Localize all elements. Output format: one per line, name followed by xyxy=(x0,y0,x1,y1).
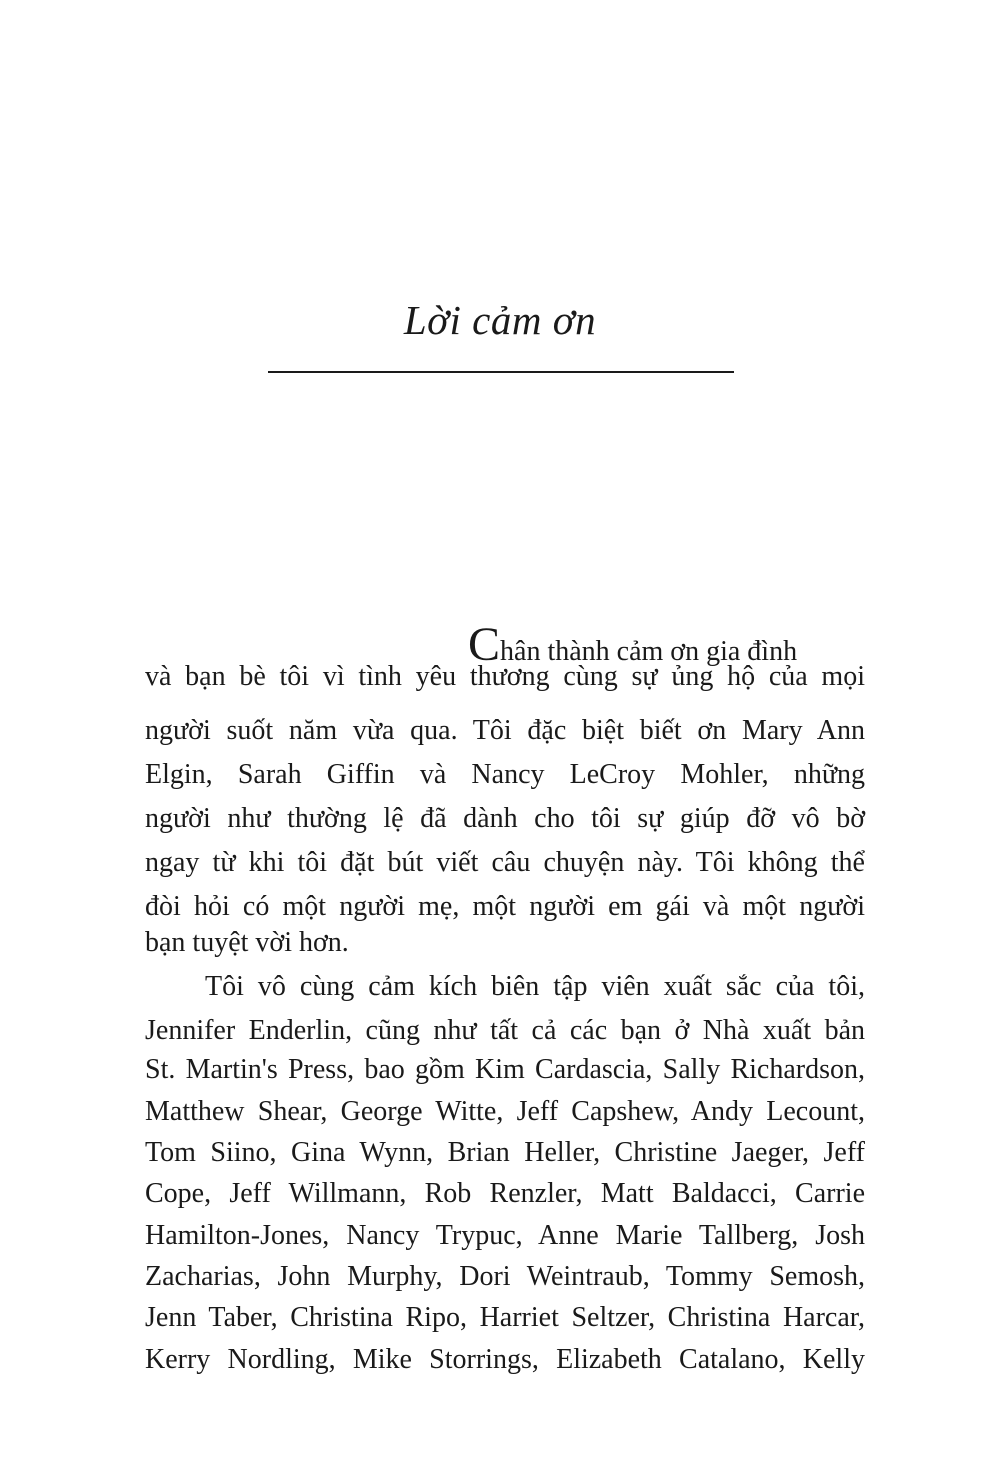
paragraph-1-line: bạn tuyệt vời hơn. xyxy=(145,927,349,958)
paragraph-2-line: Jennifer Enderlin, cũng như tất cả các bạn ở Nhà xuất bản xyxy=(145,1015,865,1046)
first-line-text: hân thành cảm ơn gia đình xyxy=(500,636,798,667)
paragraph-1-line: đòi hỏi có một người mẹ, một người em gái và một người xyxy=(145,891,865,922)
paragraph-2-line: Cope, Jeff Willmann, Rob Renzler, Matt Baldacci, Carrie xyxy=(145,1178,865,1209)
paragraph-1-line: Elgin, Sarah Giffin và Nancy LeCroy Mohler, những xyxy=(145,759,865,790)
drop-cap-letter: C xyxy=(468,618,501,671)
paragraph-2-line: Kerry Nordling, Mike Storrings, Elizabeth Catalano, Kelly xyxy=(145,1344,865,1375)
paragraph-2-line: Zacharias, John Murphy, Dori Weintraub, Tommy Semosh, xyxy=(145,1261,865,1292)
paragraph-1-line: ngay từ khi tôi đặt bút viết câu chuyện này. Tôi không thể xyxy=(145,847,865,878)
paragraph-2-line: Tôi vô cùng cảm kích biên tập viên xuất sắc của tôi, xyxy=(205,971,865,1002)
paragraph-2-line: St. Martin's Press, bao gồm Kim Cardascia, Sally Richardson, xyxy=(145,1054,865,1085)
paragraph-2-line: Tom Siino, Gina Wynn, Brian Heller, Christine Jaeger, Jeff xyxy=(145,1137,865,1168)
paragraph-1-line: người suốt năm vừa qua. Tôi đặc biệt biết ơn Mary Ann xyxy=(145,715,865,746)
paragraph-2-line: Hamilton-Jones, Nancy Trypuc, Anne Marie Tallberg, Josh xyxy=(145,1220,865,1251)
paragraph-1-line: và bạn bè tôi vì tình yêu thương cùng sự ủng hộ của mọi xyxy=(145,661,865,692)
page-title: Lời cảm ơn xyxy=(403,297,597,343)
paragraph-2-line: Matthew Shear, George Witte, Jeff Capshew, Andy Lecount, xyxy=(145,1096,865,1127)
paragraph-2-line: Jenn Taber, Christina Ripo, Harriet Seltzer, Christina Harcar, xyxy=(145,1302,865,1333)
paragraph-1-line: người như thường lệ đã dành cho tôi sự giúp đỡ vô bờ xyxy=(145,803,865,834)
title-underline-divider xyxy=(268,371,734,373)
